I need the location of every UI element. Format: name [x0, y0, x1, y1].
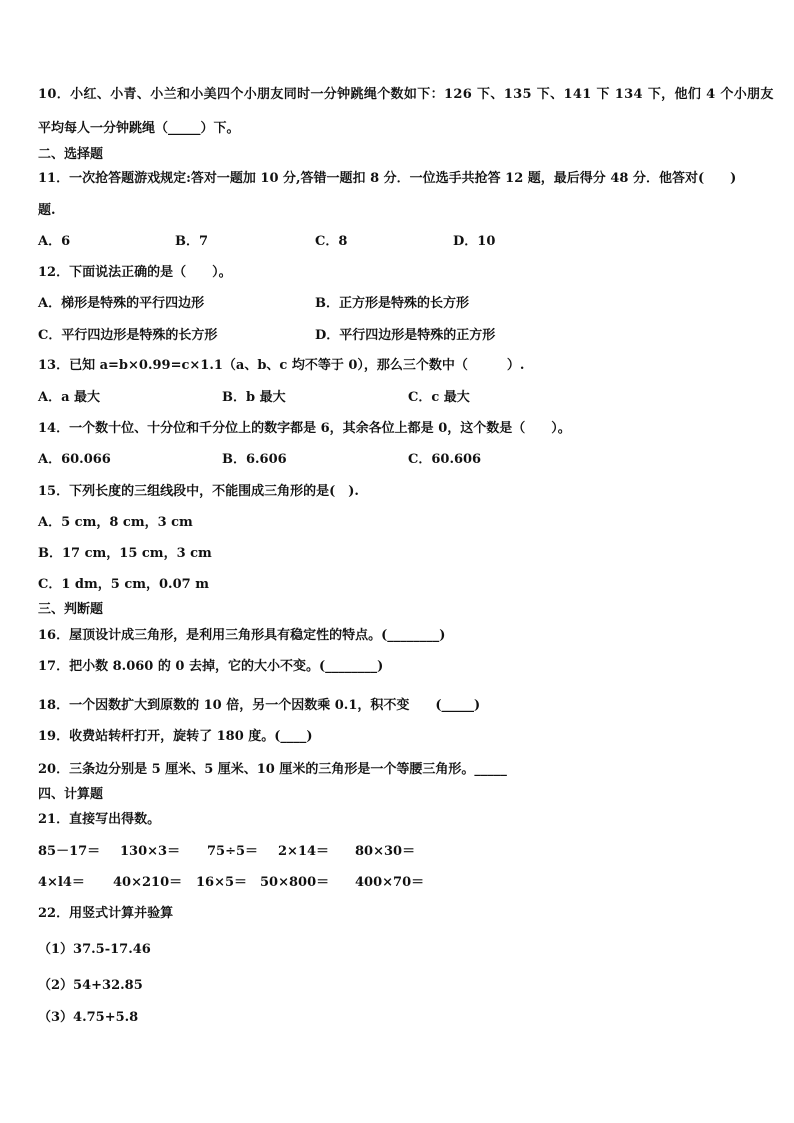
- option-b: B．b 最大: [222, 390, 286, 405]
- question-15-option-a: A．5 cm，8 cm，3 cm: [38, 515, 193, 530]
- question-13-stem: 13．已知 a=b×0.99=c×1.1（a、b、c 均不等于 0），那么三个数中（ ）.: [38, 358, 525, 373]
- question-12-stem: 12．下面说法正确的是（ ）。: [38, 265, 232, 280]
- question-22-item-2: （2）54+32.85: [38, 978, 143, 993]
- option-b: B．正方形是特殊的长方形: [315, 296, 469, 311]
- calc-item: 400×70＝: [355, 875, 425, 890]
- question-18: 18．一个因数扩大到原数的 10 倍，另一个因数乘 0.1，积不变 (_____): [38, 698, 481, 713]
- option-a: A．a 最大: [38, 390, 101, 405]
- calc-item: 40×210＝: [113, 875, 183, 890]
- calc-item: 4×l4＝: [38, 875, 85, 890]
- question-19: 19．收费站转杆打开，旋转了 180 度。(____): [38, 729, 313, 744]
- section-4-title: 四、计算题: [38, 787, 104, 802]
- option-d: D．10: [453, 234, 496, 249]
- question-17: 17．把小数 8.060 的 0 去掉，它的大小不变。(________): [38, 659, 384, 674]
- option-c: C．8: [315, 234, 348, 249]
- question-22-item-3: （3）4.75+5.8: [38, 1010, 139, 1025]
- calc-item: 2×14＝: [278, 844, 330, 859]
- option-a: A．6: [38, 234, 71, 249]
- option-c: C．平行四边形是特殊的长方形: [38, 328, 218, 343]
- option-d: D．平行四边形是特殊的正方形: [315, 328, 496, 343]
- calc-item: 130×3＝: [120, 844, 181, 859]
- question-11-line-2: 题.: [38, 203, 56, 218]
- calc-item: 75÷5＝: [207, 844, 259, 859]
- section-2-title: 二、选择题: [38, 147, 104, 162]
- option-c: C．c 最大: [408, 390, 470, 405]
- question-10-line-2: 平均每人一分钟跳绳（_____）下。: [38, 121, 240, 136]
- calc-item: 80×30＝: [355, 844, 416, 859]
- question-15-stem: 15．下列长度的三组线段中，不能围成三角形的是( ).: [38, 484, 359, 499]
- option-c: C．60.606: [408, 452, 482, 467]
- question-22-stem: 22．用竖式计算并验算: [38, 906, 174, 921]
- section-3-title: 三、判断题: [38, 602, 104, 617]
- calc-item: 85－17＝: [38, 844, 101, 859]
- question-15-option-b: B．17 cm，15 cm，3 cm: [38, 546, 212, 561]
- question-21-stem: 21．直接写出得数。: [38, 812, 161, 827]
- question-14-stem: 14．一个数十位、十分位和千分位上的数字都是 6，其余各位上都是 0，这个数是（ ）。: [38, 421, 571, 436]
- calc-item: 50×800＝: [260, 875, 330, 890]
- question-22-item-1: （1）37.5-17.46: [38, 942, 151, 957]
- option-b: B．7: [175, 234, 209, 249]
- option-b: B．6.606: [222, 452, 287, 467]
- option-a: A．60.066: [38, 452, 111, 467]
- question-11-line-1: 11．一次抢答题游戏规定:答对一题加 10 分,答错一题扣 8 分．一位选手共抢答 12 题，最后得分 48 分．他答对( ): [38, 171, 737, 186]
- question-10-line-1: 10．小红、小青、小兰和小美四个小朋友同时一分钟跳绳个数如下：126 下、135 下、141 下 134 下，他们 4 个小朋友: [38, 87, 774, 102]
- option-a: A．梯形是特殊的平行四边形: [38, 296, 205, 311]
- question-16: 16．屋顶设计成三角形，是利用三角形具有稳定性的特点。(________): [38, 628, 446, 643]
- question-20: 20．三条边分别是 5 厘米、5 厘米、10 厘米的三角形是一个等腰三角形。_____: [38, 762, 507, 777]
- question-15-option-c: C．1 dm，5 cm，0.07 m: [38, 577, 209, 592]
- calc-item: 16×5＝: [196, 875, 248, 890]
